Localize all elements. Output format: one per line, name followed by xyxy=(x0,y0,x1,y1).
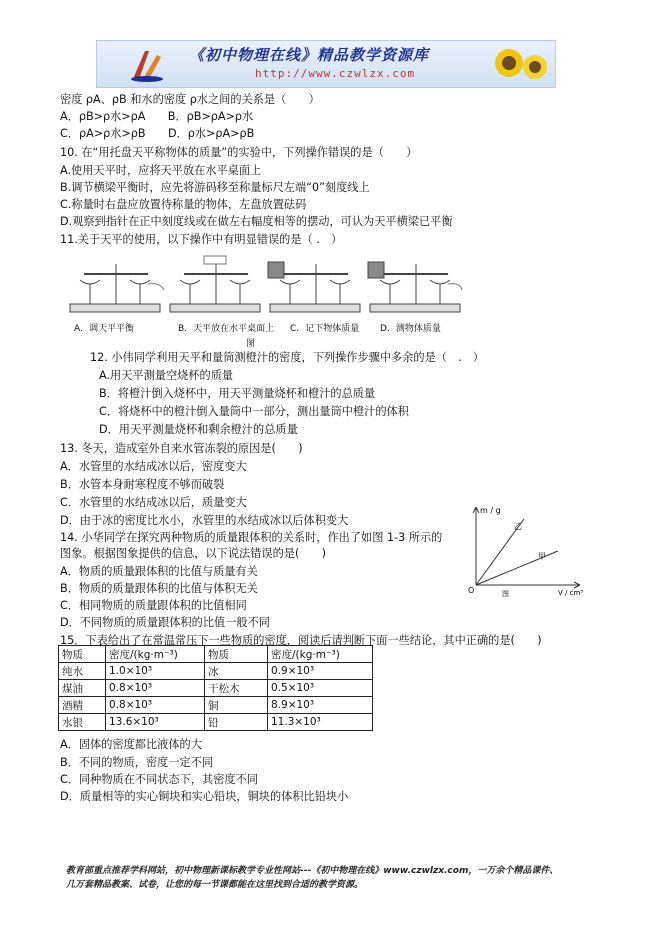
q10-option-d: D.观察到指针在正中刻度线或在做左右幅度相等的摆动，可认为天平横梁已平衡 xyxy=(60,215,453,228)
caption-d: D．测物体质量 xyxy=(380,324,441,334)
site-banner xyxy=(96,40,556,88)
table-cell: 冰 xyxy=(205,663,268,680)
table-cell: 酒精 xyxy=(59,697,106,714)
table-header: 物质 xyxy=(205,646,268,663)
q13-option-b: B．水管本身耐寒程度不够而破裂 xyxy=(60,478,225,491)
q14-stem-2: 图象。根据图象提供的信息，以下说法错误的是( ) xyxy=(60,547,327,560)
q13-option-d: D．由于冰的密度比水小，水管里的水结成冰以后体积变大 xyxy=(60,514,349,527)
table-header: 物质 xyxy=(59,646,106,663)
q13-option-c: C．水管里的水结成冰以后，质量变大 xyxy=(60,496,247,509)
table-cell: 8.9×10³ xyxy=(268,697,373,714)
table-cell: 纯水 xyxy=(59,663,106,680)
q15-option-c: C．同种物质在不同状态下，其密度不同 xyxy=(60,773,259,786)
banner-title: 《初中物理在线》精品教学资源库 xyxy=(189,46,430,64)
footer-line-2: 几万套精品教案、试卷，让您的每一节课都能在这里找到合适的教学资源。 xyxy=(66,880,364,890)
logo-icon xyxy=(127,45,167,83)
q15-option-b: B．不同的物质，密度一定不同 xyxy=(60,756,214,769)
table-cell: 0.8×10³ xyxy=(106,680,205,697)
table-cell: 水银 xyxy=(59,714,106,731)
caption-c: C．记下物体质量 xyxy=(290,324,360,334)
page-footer xyxy=(66,864,606,892)
table-cell: 0.5×10³ xyxy=(268,680,373,697)
table-cell: 铜 xyxy=(205,697,268,714)
q15-stem: 15．下表给出了在常温常压下一些物质的密度，阅读后请判断下面一些结论，其中正确的是( ) xyxy=(60,634,542,647)
table-cell: 0.9×10³ xyxy=(268,663,373,680)
graph-xlabel: V / cm³ xyxy=(558,589,584,597)
table-cell: 铅 xyxy=(205,714,268,731)
table-header: 密度/(kg·m⁻³) xyxy=(268,646,373,663)
q9-options-ab: A．ρB>ρ水>ρA B．ρB>ρA>ρ水 xyxy=(60,110,254,123)
table-cell: 13.6×10³ xyxy=(106,714,205,731)
balance-b xyxy=(170,256,260,312)
q13-stem: 13. 冬天，造成室外自来水管冻裂的原因是( ) xyxy=(60,442,303,455)
q10-option-c: C.称量时右盘应放置待称量的物体，左盘放置砝码 xyxy=(60,198,307,211)
density-table xyxy=(58,645,373,731)
q12-option-a: A.用天平测量空烧杯的质量 xyxy=(99,369,234,382)
footer-line-1: 教育部重点推荐学科网站，初中物理新课标教学专业性网站---《初中物理在线》www.czwlzx.com，一万余个精品课件、 xyxy=(66,866,559,876)
q10-stem: 10. 在“用托盘天平称物体的质量”的实验中，下列操作错误的是（ ） xyxy=(60,146,418,159)
table-row xyxy=(59,697,373,714)
table-row xyxy=(59,680,373,697)
balance-c xyxy=(268,262,360,312)
q11-stem: 11.关于天平的使用，以下操作中有明显错误的是（ . ） xyxy=(60,233,343,246)
q9-stem-tail: 密度 ρA、ρB 和水的密度 ρ水之间的关系是（ ） xyxy=(60,93,320,106)
sunflower-icon xyxy=(487,43,551,85)
q9-options-cd: C．ρA>ρ水>ρB D．ρ水>ρA>ρB xyxy=(60,127,255,140)
figure-label: 图 xyxy=(246,339,256,349)
table-header: 密度/(kg·m⁻³) xyxy=(106,646,205,663)
table-row xyxy=(59,663,373,680)
q12-option-c: C．将烧杯中的橙汁倒入量筒中一部分，测出量筒中橙汁的体积 xyxy=(99,405,409,418)
table-header-row xyxy=(59,646,373,663)
q10-option-a: A.使用天平时，应将天平放在水平桌面上 xyxy=(60,164,262,177)
q14-option-b: B．物质的质量跟体积的比值与体积无关 xyxy=(60,582,258,595)
q12-option-b: B．将橙汁倒入烧杯中，用天平测量烧杯和橙汁的总质量 xyxy=(99,387,376,400)
table-cell: 干松木 xyxy=(205,680,268,697)
table-cell: 11.3×10³ xyxy=(268,714,373,731)
q15-option-a: A．固体的密度都比液体的大 xyxy=(60,738,202,751)
q14-option-a: A．物质的质量跟体积的比值与质量有关 xyxy=(60,565,258,578)
q13-option-a: A．水管里的水结成冰以后，密度变大 xyxy=(60,460,247,473)
q15-option-d: D．质量相等的实心铜块和实心铅块，铜块的体积比铅块小 xyxy=(60,790,349,803)
table-row xyxy=(59,714,373,731)
balance-d xyxy=(368,262,462,312)
graph-label-yi: 乙 xyxy=(514,522,522,531)
q12-stem: 12. 小伟同学利用天平和量筒测橙汁的密度，下列操作步骤中多余的是（ . ） xyxy=(90,351,485,364)
q14-stem-1: 14. 小华同学在探究两种物质的质量跟体积的关系时，作出了如图 1-3 所示的 xyxy=(60,531,443,544)
table-cell: 煤油 xyxy=(59,680,106,697)
mass-volume-graph xyxy=(462,503,586,597)
graph-origin: O xyxy=(468,586,475,595)
caption-a: A．调天平平衡 xyxy=(74,324,135,334)
table-cell: 0.8×10³ xyxy=(106,697,205,714)
q10-option-b: B.调节横梁平衡时，应先将游码移至称量标尺左端“0”刻度线上 xyxy=(60,181,370,194)
graph-label-jia: 甲 xyxy=(538,552,546,561)
q14-option-d: D．不同物质的质量跟体积的比值一般不同 xyxy=(60,616,270,629)
q12-option-d: D．用天平测量烧杯和剩余橙汁的总质量 xyxy=(99,423,298,436)
graph-ylabel: m / g xyxy=(480,506,501,515)
banner-url: http://www.czwlzx.com xyxy=(255,67,416,80)
table-cell: 1.0×10³ xyxy=(106,663,205,680)
balance-a xyxy=(70,264,164,312)
balance-figures xyxy=(64,254,464,316)
graph-caption: 图 xyxy=(502,590,509,597)
caption-b: B．天平放在水平桌面上 xyxy=(178,324,275,334)
q14-option-c: C．相同物质的质量跟体积的比值相同 xyxy=(60,599,247,612)
